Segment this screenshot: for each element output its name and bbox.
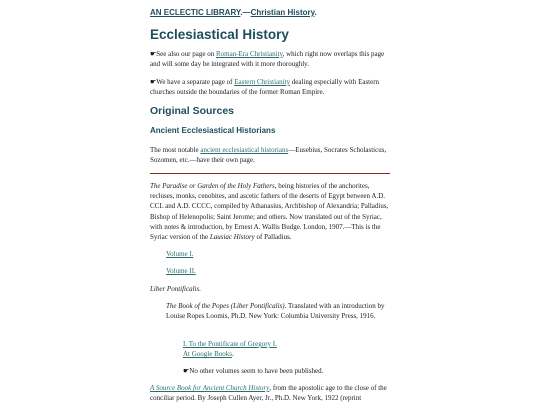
google-books-link[interactable]: At Google Books (183, 350, 232, 359)
liber-links (183, 339, 390, 359)
note-text: dealing especially with Eastern churches outside the boundaries of the former Roman Empire. (150, 78, 380, 97)
note-text: We have a separate page of (156, 78, 235, 86)
page-title: Ecclesiastical History (150, 27, 289, 42)
pointing-hand-icon: ☛ (150, 78, 157, 86)
gregory-link[interactable]: I. To the Pontificate of Gregory I. (183, 340, 277, 348)
breadcrumb-end: . (314, 8, 317, 17)
pointing-hand-icon: ☛ (150, 50, 157, 58)
volume-1-link[interactable]: Volume I. (166, 250, 194, 258)
breadcrumb-home-link[interactable]: AN ECLECTIC LIBRARY (150, 8, 241, 17)
paradise-text: of Palladius. (254, 233, 292, 242)
historians-text: The most notable (150, 146, 201, 154)
original-sources-heading: Original Sources (150, 105, 235, 117)
paradise-text: , being histories of the anchorites, recluses, monks, cenobites, and ascetic fathers of the deserts of Egypt between A.D. CCL and A.D. CCCC, compiled by Athanasius, Archbishop of Alexandria; Palladius, Bishop of Helenopolis; Saint Jerome; and others. Now translated out of the Syriac, with notes & introduction, by Ernest A. Wallis Budge. London, 1907.—This is the Syriac version of the (150, 182, 389, 242)
book-of-popes-entry (166, 301, 390, 321)
no-other-volumes-note (183, 366, 390, 376)
volume-2-link[interactable]: Volume II. (166, 267, 196, 275)
source-book-link[interactable]: A Source Book for Ancient Church History (150, 384, 270, 392)
source-book-entry (150, 383, 392, 403)
note-text: , which right now overlaps this page and will some day be integrated with it more thoroughly. (150, 50, 385, 69)
pointing-hand-icon: ☛ (183, 367, 190, 375)
note-roman-era (150, 49, 392, 69)
volume-2-item (166, 266, 390, 276)
historians-paragraph (150, 145, 392, 165)
paradise-title: The Paradise or Garden of the Holy Fathers (150, 182, 275, 190)
note-eastern (150, 77, 392, 97)
book-of-popes-text: . Translated with an introduction by Louise Ropes Loomis, Ph.D. New York: Columbia University Press, 1916. (166, 302, 385, 321)
section-divider (150, 173, 390, 174)
note-text: No other volumes seem to have been published. (189, 367, 324, 375)
eastern-christianity-link[interactable]: Eastern Christianity (234, 78, 291, 86)
historians-heading: Ancient Ecclesiastical Historians (150, 126, 276, 135)
breadcrumb (150, 8, 392, 17)
ecclesiastical-historians-link[interactable]: ancient ecclesiastical historians (200, 146, 289, 154)
liber-title: Liber Pontificalis. (150, 285, 201, 293)
breadcrumb-section-link[interactable]: Christian History (250, 8, 315, 17)
link-period: . (232, 350, 234, 359)
roman-era-christianity-link[interactable]: Roman-Era Christianity (215, 50, 283, 58)
liber-heading (150, 284, 392, 294)
source-book-text: , from the apostolic age to the close of the conciliar period. By Joseph Cullen Ayer, Jr., Ph.D. New York, 1922 (reprint (150, 384, 387, 403)
breadcrumb-separator: .— (240, 8, 251, 17)
lausiac-title: Lausiac History (209, 233, 255, 242)
note-text: See also our page on (156, 50, 216, 58)
paradise-entry (150, 181, 392, 242)
historians-text: —Eusebius, Socrates Scholasticus, Sozomen, etc.—have their own page. (150, 146, 387, 165)
book-of-popes-title: The Book of the Popes (Liber Pontificalis) (166, 302, 285, 310)
volume-1-item (166, 249, 390, 259)
